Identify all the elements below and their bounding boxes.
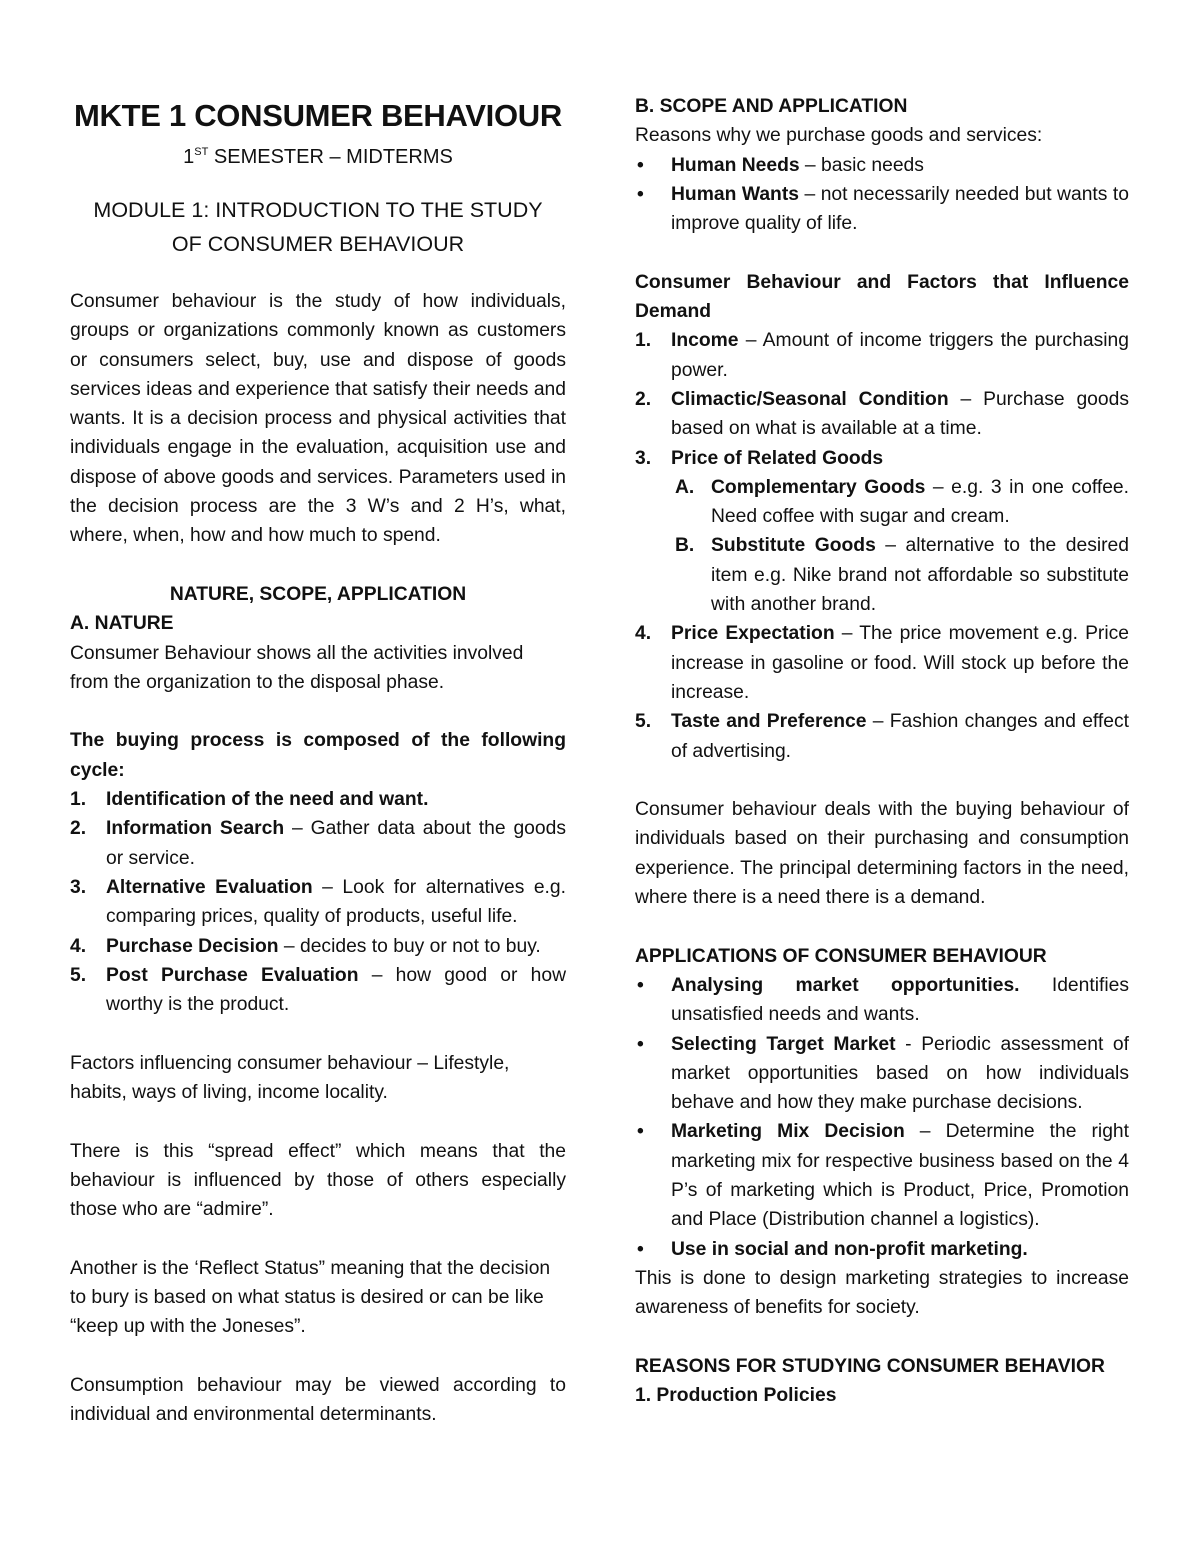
subtitle-text: SEMESTER – MIDTERMS [208, 146, 453, 168]
list-item [635, 1030, 1129, 1118]
list-item-text: – Look for alternatives e.g. comparing prices, quality of products, useful life. [106, 876, 566, 928]
sub-list-item [635, 473, 1129, 532]
social-marketing-paragraph: This is done to design marketing strategies to increase awareness of benefits for society. [635, 1267, 1129, 1319]
bullet-icon: • [637, 974, 644, 996]
list-item-term: Human Wants [671, 183, 799, 205]
module-heading-line-2: OF CONSUMER BEHAVIOUR [171, 232, 465, 256]
sub-list-item [635, 531, 1129, 619]
list-item-text: – Purchase goods based on what is available at a time. [671, 388, 1129, 440]
list-number: 3. [635, 447, 652, 469]
list-item [635, 151, 1129, 180]
intro-paragraph: Consumer behaviour is the study of how individuals, groups or organizations commonly known as customers or consumers select, buy, use and dispose of goods services ideas and experience that satisfy their needs and wants. It is a decision process and physical activities that individuals engage in the evaluation, acquisition use and dispose of above goods and services. Parameters used in the decision process are the 3 W’s and 2 H’s, what, where, when, how and how much to spend. [70, 291, 566, 547]
list-item-text: – not necessarily needed but wants to improve quality of life. [671, 183, 1130, 235]
list-item [635, 1235, 1129, 1264]
list-number: 5. [70, 964, 87, 986]
spread-effect-paragraph: There is this “spread effect” which means that the behaviour is influenced by those of others especially those who are “admire”. [70, 1140, 566, 1221]
list-item [70, 932, 566, 961]
demand-factors-list [635, 326, 1129, 765]
list-number: 2. [70, 818, 87, 840]
factors-paragraph: Factors influencing consumer behaviour – Lifestyle, habits, ways of living, income locality. [70, 1052, 510, 1104]
nsa-heading: NATURE, SCOPE, APPLICATION [169, 583, 467, 605]
list-item [635, 1117, 1129, 1234]
subtitle-superscript: ST [194, 146, 209, 158]
list-item-term: Price of Related Goods [671, 447, 884, 469]
buying-process-heading: The buying process is composed of the following cycle: [70, 730, 566, 781]
list-item-term: Income [671, 330, 739, 352]
demand-heading: Consumer Behaviour and Factors that Influence Demand [635, 271, 1129, 323]
scope-bullet-list [635, 151, 1129, 239]
list-item-term: Analysing market opportunities. [671, 974, 1020, 996]
applications-heading: APPLICATIONS OF CONSUMER BEHAVIOUR [635, 945, 1047, 967]
list-item [70, 814, 566, 873]
list-item [70, 873, 566, 932]
list-item-term: Complementary Goods [711, 476, 926, 498]
list-item-term: Identification of the need and want. [106, 789, 429, 811]
list-item-term: Human Needs [671, 154, 800, 176]
list-item-text: – Determine the right marketing mix for respective business based on the 4 P’s of marketing which is Product, Price, Promotion and Place (Distribution channel a logistics). [671, 1121, 1130, 1231]
list-item-text: - Periodic assessment of market opportunities based on how individuals behave and how they make purchase decisions. [671, 1033, 1129, 1114]
list-number: 2. [635, 388, 652, 410]
subtitle-number: 1 [183, 146, 195, 168]
list-number: 1. [635, 330, 652, 352]
reasons-heading: REASONS FOR STUDYING CONSUMER BEHAVIOR [635, 1355, 1105, 1377]
bullet-icon: • [637, 1238, 644, 1260]
list-item-text: – how good or how worthy is the product. [106, 964, 566, 1016]
list-item [635, 180, 1129, 239]
bullet-icon: • [637, 1121, 644, 1143]
list-item-text: – The price movement e.g. Price increase in gasoline or food. Will stock up before the increase. [671, 623, 1129, 703]
buying-process-list [70, 785, 566, 1019]
list-number: 4. [70, 935, 87, 957]
list-item-term: Taste and Preference [671, 711, 867, 733]
list-item-text: – Gather data about the goods or service. [106, 818, 566, 869]
consumption-paragraph: Consumption behaviour may be viewed according to individual and environmental determinants. [70, 1374, 566, 1426]
list-letter: A. [675, 476, 695, 498]
list-item [635, 971, 1129, 1030]
deals-paragraph: Consumer behaviour deals with the buying behaviour of individuals based on their purchasing and consumption experience. The principal determining factors in the need, where there is a need there is a demand. [635, 799, 1129, 909]
list-item-term: Post Purchase Evaluation [106, 964, 359, 986]
list-item-text: Identifies unsatisfied needs and wants. [671, 974, 1130, 1026]
list-number: 4. [635, 623, 652, 645]
applications-list [635, 971, 1129, 1264]
module-heading-line-1: MODULE 1: INTRODUCTION TO THE STUDY [93, 198, 543, 222]
list-item-term: Marketing Mix Decision [671, 1121, 905, 1143]
list-item-term: Climactic/Seasonal Condition [671, 388, 949, 410]
bullet-icon: • [637, 154, 644, 176]
list-item-term: Purchase Decision [106, 935, 279, 957]
nature-heading: A. NATURE [70, 613, 174, 635]
list-item-text: – alternative to the desired item e.g. Nike brand not affordable so substitute with another brand. [711, 535, 1129, 616]
list-item-term: Use in social and non-profit marketing. [671, 1238, 1028, 1260]
list-item-text: – basic needs [799, 154, 924, 176]
reasons-first-item: 1. Production Policies [635, 1385, 837, 1407]
list-number: 1. [70, 789, 87, 811]
right-column [635, 92, 1129, 1410]
document-title: MKTE 1 CONSUMER BEHAVIOUR [74, 98, 562, 133]
list-item-term: Selecting Target Market [671, 1033, 896, 1055]
list-item [635, 326, 1129, 385]
list-item [635, 385, 1129, 444]
bullet-icon: • [637, 183, 644, 205]
list-number: 5. [635, 711, 652, 733]
list-item-text: – Amount of income triggers the purchasing power. [671, 330, 1129, 381]
scope-intro: Reasons why we purchase goods and services: [635, 125, 1043, 147]
list-item [635, 619, 1129, 707]
list-item-term: Information Search [106, 818, 285, 840]
nature-paragraph: Consumer Behaviour shows all the activities involved from the organization to the disposal phase. [70, 642, 524, 693]
left-column [70, 92, 566, 1430]
list-item [70, 961, 566, 1020]
list-item [70, 785, 566, 814]
reflect-status-paragraph: Another is the ‘Reflect Status” meaning that the decision to bury is based on what status is desired or can be like “keep up with the Joneses”. [70, 1257, 551, 1338]
list-letter: B. [675, 535, 695, 557]
list-item-text: – Fashion changes and effect of advertising. [671, 711, 1129, 762]
list-item-term: Alternative Evaluation [106, 876, 313, 898]
list-item-term: Substitute Goods [711, 535, 876, 557]
list-number: 3. [70, 876, 87, 898]
list-item [635, 707, 1129, 766]
document-subtitle [70, 138, 566, 171]
list-item [635, 444, 1129, 473]
module-heading [70, 193, 566, 261]
bullet-icon: • [637, 1033, 644, 1055]
list-item-text: – e.g. 3 in one coffee. Need coffee with sugar and cream. [711, 476, 1129, 528]
list-item-term: Price Expectation [671, 623, 835, 645]
scope-heading: B. SCOPE AND APPLICATION [635, 96, 908, 117]
list-item-text: – decides to buy or not to buy. [278, 935, 541, 957]
